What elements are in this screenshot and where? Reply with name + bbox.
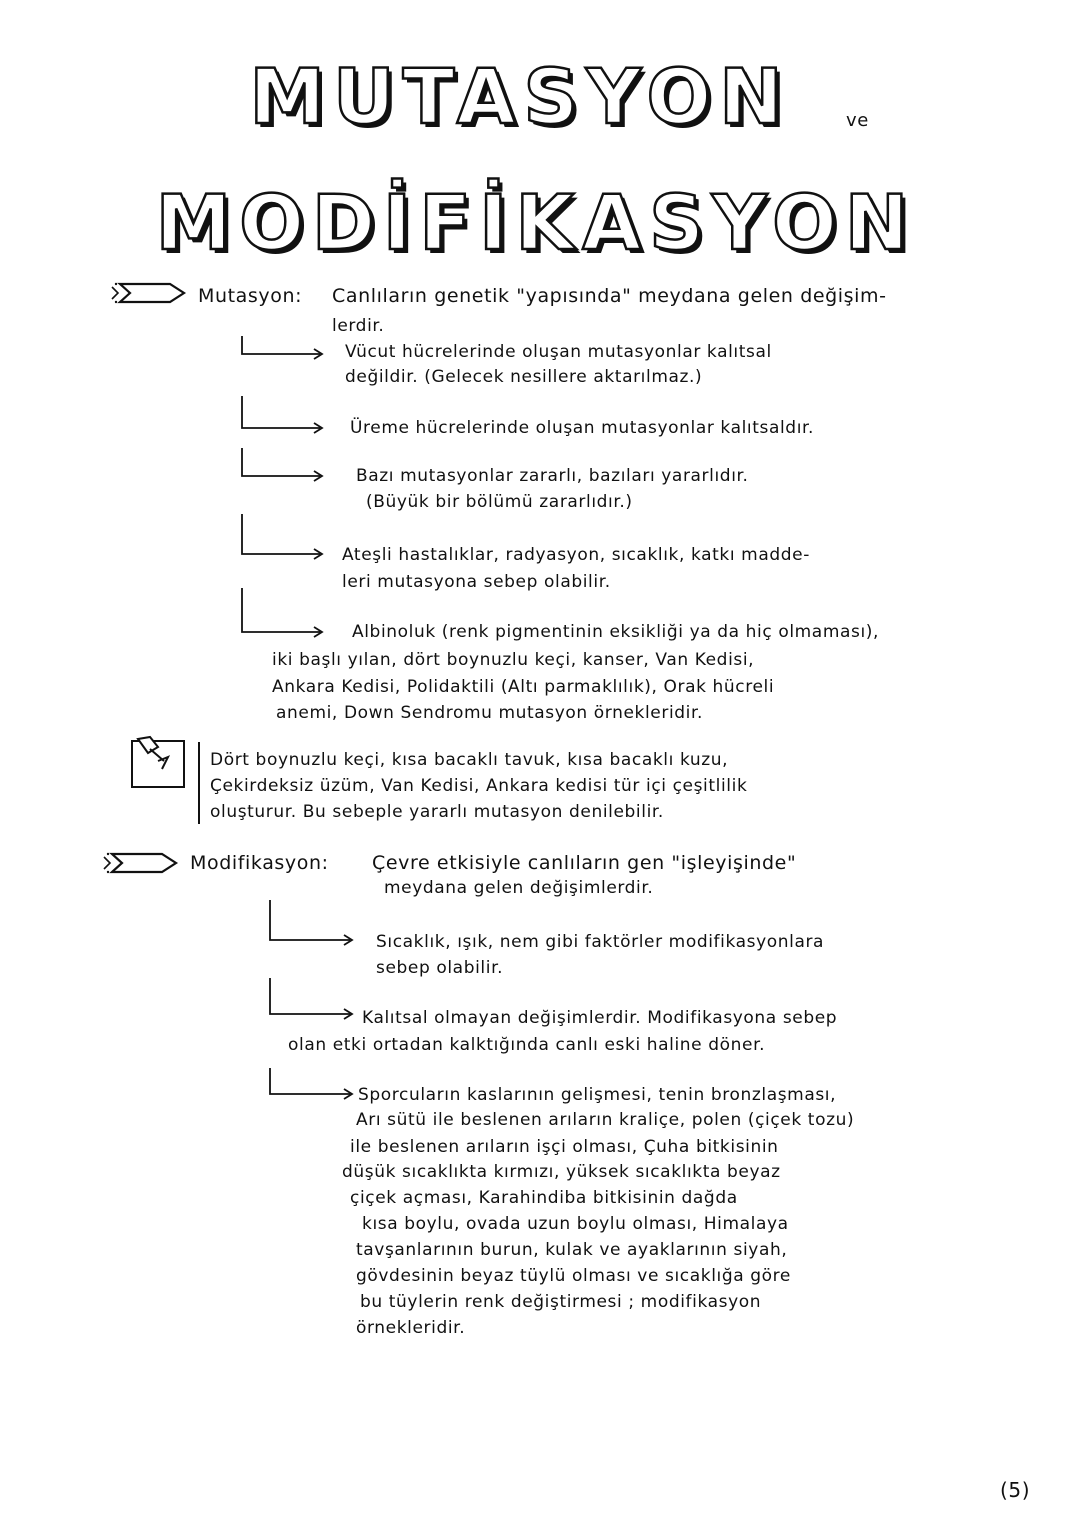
section-arrow-icon: [100, 848, 180, 878]
mutation-point-2-line1: Üreme hücrelerinde oluşan mutasyonlar kalıtsaldır.: [350, 418, 815, 438]
modification-label: Modifikasyon:: [190, 852, 329, 874]
modification-point-2-line2: olan etki ortadan kalktığında canlı eski haline döner.: [288, 1035, 766, 1055]
title-connector: ve: [846, 110, 869, 131]
modification-point-3-line5: çiçek açması, Karahindiba bitkisinin dağda: [350, 1188, 738, 1208]
modification-point-1-line2: sebep olabilir.: [376, 958, 504, 978]
modification-definition-line1: Çevre etkisiyle canlıların gen "işleyişinde": [372, 852, 797, 874]
note-line3: oluşturur. Bu sebeple yararlı mutasyon denilebilir.: [210, 802, 664, 822]
modification-point-3-line9: bu tüylerin renk değiştirmesi ; modifikasyon: [360, 1292, 762, 1312]
page-number: (5): [1000, 1478, 1031, 1502]
modification-point-3-line3: ile beslenen arıların işçi olması, Çuha bitkisinin: [350, 1137, 779, 1157]
mutation-point-3-line2: (Büyük bir bölümü zararlıdır.): [366, 492, 633, 512]
modification-point-1-line1: Sıcaklık, ışık, nem gibi faktörler modifikasyonlara: [376, 932, 825, 952]
modification-point-3-line4: düşük sıcaklıkta kırmızı, yüksek sıcaklıkta beyaz: [342, 1162, 781, 1182]
mutation-point-4-line1: Ateşli hastalıklar, radyasyon, sıcaklık, katkı madde-: [342, 545, 810, 565]
mutation-definition-line1: Canlıların genetik "yapısında" meydana gelen değişim-: [332, 285, 887, 307]
mutation-point-3-line1: Bazı mutasyonlar zararlı, bazıları yararlıdır.: [356, 466, 749, 486]
modification-point-3-line8: gövdesinin beyaz tüylü olması ve sıcaklığa göre: [356, 1266, 791, 1286]
mutation-point-5-line4: anemi, Down Sendromu mutasyon örnekleridir.: [276, 703, 704, 723]
mutation-label: Mutasyon:: [198, 285, 303, 307]
section-arrow-icon: [108, 278, 188, 308]
branch-connector-icon: [238, 336, 333, 646]
modification-point-3-line7: tavşanlarının burun, kulak ve ayaklarının siyah,: [356, 1240, 788, 1260]
mutation-definition-line2: lerdir.: [332, 316, 385, 336]
mutation-point-1-line1: Vücut hücrelerinde oluşan mutasyonlar kalıtsal: [345, 342, 772, 362]
modification-point-2-line1: Kalıtsal olmayan değişimlerdir. Modifikasyona sebep: [362, 1008, 838, 1028]
modification-point-3-line1: Sporcuların kaslarının gelişmesi, tenin bronzlaşması,: [358, 1085, 837, 1105]
modification-point-3-line6: kısa boylu, ovada uzun boylu olması, Himalaya: [362, 1214, 789, 1234]
mutation-point-1-line2: değildir. (Gelecek nesillere aktarılmaz.): [345, 367, 703, 387]
mutation-point-5-line1: Albinoluk (renk pigmentinin eksikliği ya da hiç olmaması),: [352, 622, 880, 642]
pin-note-icon: [128, 735, 190, 793]
modification-point-3-line2: Arı sütü ile beslenen arıların kraliçe, polen (çiçek tozu): [356, 1110, 855, 1130]
page-title-line2: [0, 178, 1076, 267]
title-mutasyon: MUTASYON: [249, 52, 791, 141]
branch-connector-icon: [266, 900, 361, 1110]
mutation-point-5-line2: iki başlı yılan, dört boynuzlu keçi, kanser, Van Kedisi,: [272, 650, 755, 670]
note-divider: [196, 742, 202, 824]
mutation-point-5-line3: Ankara Kedisi, Polidaktili (Altı parmaklılık), Orak hücreli: [272, 677, 775, 697]
modification-point-3-line10: örnekleridir.: [356, 1318, 466, 1338]
note-line1: Dört boynuzlu keçi, kısa bacaklı tavuk, kısa bacaklı kuzu,: [210, 750, 729, 770]
title-modifikasyon: MODİFİKASYON: [155, 178, 917, 267]
page-title-line1: [0, 52, 1060, 141]
mutation-point-4-line2: leri mutasyona sebep olabilir.: [342, 572, 611, 592]
modification-definition-line2: meydana gelen değişimlerdir.: [384, 878, 654, 898]
note-line2: Çekirdeksiz üzüm, Van Kedisi, Ankara kedisi tür içi çeşitlilik: [210, 776, 748, 796]
